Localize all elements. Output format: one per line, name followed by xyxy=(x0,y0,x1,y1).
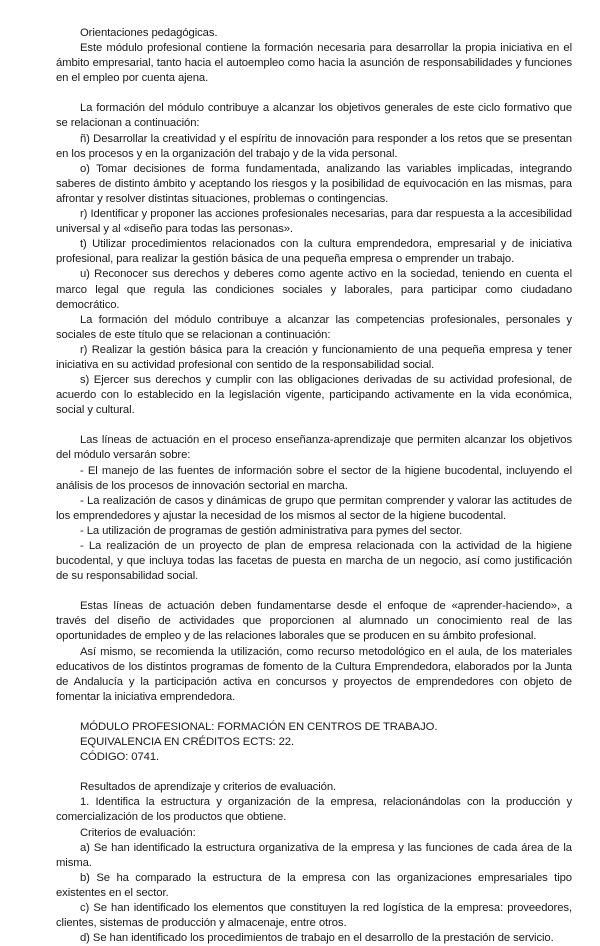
list-item: - La realización de casos y dinámicas de grupo que permitan comprender y valorar las actitudes de los emprendedores y ajustar la necesidad de los mismos al sector de la higiene bucodental. xyxy=(56,494,572,522)
paragraph: Este módulo profesional contiene la formación necesaria para desarrollar la propia iniciativa en el ámbito empresarial, tanto hacia el autoempleo como hacia la asunción de responsabilidades y funciones en el empleo por cuenta ajena. xyxy=(56,42,572,85)
spacer xyxy=(56,418,572,433)
objective-item: r) Identificar y proponer las acciones profesionales necesarias, para dar respuesta a la accesibilidad universal y al «diseño para todas las personas». xyxy=(56,208,572,236)
paragraph: La formación del módulo contribuye a alcanzar los objetivos generales de este ciclo formativo que se relacionan a continuación: xyxy=(56,102,572,130)
result-item: 1. Identifica la estructura y organización de la empresa, relacionándolas con la producción y comercialización de los productos que obtiene. xyxy=(56,796,572,824)
spacer xyxy=(56,584,572,599)
list-item: - El manejo de las fuentes de información sobre el sector de la higiene bucodental, incluyendo el análisis de los procesos de innovación sectorial en marcha. xyxy=(56,464,572,492)
spacer xyxy=(56,705,572,720)
spacer xyxy=(56,86,572,101)
criterion-item: d) Se han identificado los procedimientos de trabajo en el desarrollo de la prestación de servicio. xyxy=(80,932,554,945)
paragraph: Así mismo, se recomienda la utilización, como recurso metodológico en el aula, de los materiales educativos de los distintos programas de fomento de la Cultura Emprendedora, elaborados por la Junta de Andalucía y la participación activa en concursos y proyectos de emprendedores con objeto de fomentar la iniciativa emprendedora. xyxy=(56,645,572,703)
criterion-item: c) Se han identificado los elementos que constituyen la red logística de la empresa: proveedores, clientes, sistemas de producción y almacenaje, entre otros. xyxy=(56,901,572,930)
module-name: MÓDULO PROFESIONAL: FORMACIÓN EN CENTROS DE TRABAJO. xyxy=(80,720,438,733)
criterion-item: b) Se ha comparado la estructura de la empresa con las organizaciones empresariales tipo existentes en el sector. xyxy=(56,871,572,899)
section-title: Orientaciones pedagógicas. xyxy=(80,27,218,39)
competence-item: s) Ejercer sus derechos y cumplir con las obligaciones derivadas de su actividad profesional, de acuerdo con lo establecido en la legislación vigente, participando activamente en la vida económica, social y cultural. xyxy=(56,374,572,417)
objective-item: ñ) Desarrollar la creatividad y el espíritu de innovación para responder a los retos que se presentan en los procesos y en la organización del trabajo y de la vida personal. xyxy=(56,132,572,160)
module-code: CÓDIGO: 0741. xyxy=(80,751,160,764)
competence-item: r) Realizar la gestión básica para la creación y funcionamiento de una pequeña empresa y tener iniciativa en su actividad profesional con sentido de la responsabilidad social. xyxy=(56,343,572,371)
module-ects: EQUIVALENCIA EN CRÉDITOS ECTS: 22. xyxy=(80,736,295,749)
paragraph: La formación del módulo contribuye a alcanzar las competencias profesionales, personales y sociales de este título que se relacionan a continuación: xyxy=(56,313,572,341)
criterion-item: a) Se han identificado la estructura organizativa de la empresa y las funciones de cada área de la misma. xyxy=(56,841,572,869)
objective-item: u) Reconocer sus derechos y deberes como agente activo en la sociedad, teniendo en cuenta el marco legal que regula las condiciones sociales y laborales, para participar como ciudadano democrático. xyxy=(56,268,572,311)
paragraph: Estas líneas de actuación deben fundamentarse desde el enfoque de «aprender-haciendo», a través del diseño de actividades que proporcionen al alumnado un conocimiento real de las oportunidades de empleo y de las relaciones laborales que se producen en su ámbito profesional. xyxy=(56,600,572,643)
module-header xyxy=(56,720,572,765)
list-item: - La realización de un proyecto de plan de empresa relacionada con la actividad de la higiene bucodental, y que incluya todas las facetas de puesta en marcha de un negocio, así como justificación de su responsabilidad social. xyxy=(56,540,572,583)
criteria-heading: Criterios de evaluación: xyxy=(80,826,196,839)
spacer xyxy=(56,765,572,780)
list-item: - La utilización de programas de gestión administrativa para pymes del sector. xyxy=(80,524,463,537)
results-heading: Resultados de aprendizaje y criterios de evaluación. xyxy=(80,781,337,794)
objective-item: o) Tomar decisiones de forma fundamentada, analizando las variables implicadas, integrando saberes de distinto ámbito y aceptando los riesgos y la posibilidad de equivocación en las mismas, para afrontar y resolver distintas situaciones, problemas o contingencias. xyxy=(56,162,572,205)
objective-item: t) Utilizar procedimientos relacionados con la cultura emprendedora, empresarial y de iniciativa profesional, para realizar la gestión básica de una pequeña empresa o emprender un trabajo. xyxy=(56,238,572,266)
paragraph: Las líneas de actuación en el proceso enseñanza-aprendizaje que permiten alcanzar los objetivos del módulo versarán sobre: xyxy=(56,434,572,462)
